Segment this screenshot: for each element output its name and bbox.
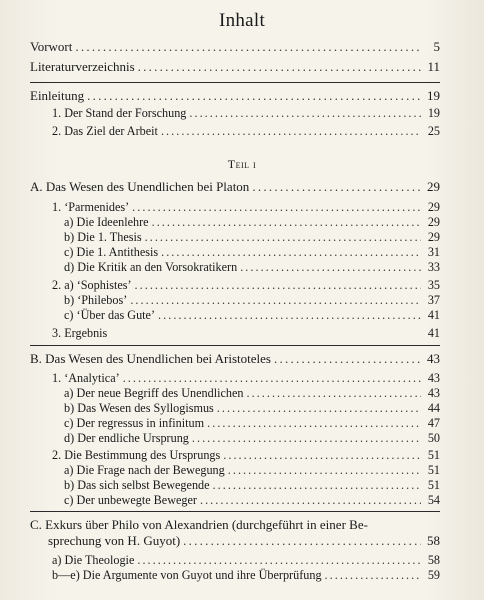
toc-label: c) ‘Über das Gute’ xyxy=(64,308,156,322)
toc-label: 1. ‘Analytica’ xyxy=(52,371,120,385)
toc-label: 3. Ergebnis xyxy=(52,326,108,340)
divider xyxy=(30,82,440,83)
toc-entry xyxy=(64,293,440,307)
toc-page: 37 xyxy=(427,293,440,307)
toc-entry xyxy=(64,493,440,507)
divider xyxy=(30,345,440,346)
leader-dots xyxy=(207,416,421,430)
toc-page: 29 xyxy=(427,179,440,194)
toc-label: a) Die Frage nach der Bewegung xyxy=(64,463,225,477)
toc-label: a) Der neue Begriff des Unendlichen xyxy=(64,386,244,400)
toc-entry xyxy=(52,568,440,582)
toc-label: sprechung von H. Guyot) xyxy=(48,533,181,548)
toc-page: 51 xyxy=(427,478,440,492)
toc-page: 43 xyxy=(427,386,440,400)
toc-page: 41 xyxy=(427,308,440,322)
leader-dots xyxy=(132,200,421,214)
toc-page: 35 xyxy=(427,278,440,292)
toc-page: 44 xyxy=(427,401,440,415)
toc-entry xyxy=(52,106,440,120)
toc-entry xyxy=(52,448,440,462)
leader-dots xyxy=(325,568,421,582)
toc-entry xyxy=(64,308,440,322)
toc-page: 47 xyxy=(427,416,440,430)
toc-section-c xyxy=(48,534,440,548)
toc-label: b) ‘Philebos’ xyxy=(64,293,128,307)
toc-page: 29 xyxy=(427,215,440,229)
leader-dots xyxy=(130,293,421,307)
toc-entry xyxy=(64,431,440,445)
toc-label: 2. Das Ziel der Arbeit xyxy=(52,124,158,138)
divider xyxy=(30,511,440,512)
toc-entry-vorwort xyxy=(30,40,440,54)
page-title: Inhalt xyxy=(218,10,266,31)
toc-section-c-line1: C. Exkurs über Philo von Alexandrien (durchgeführt in einer Be- xyxy=(30,517,368,532)
toc-label: c) Der regressus in infinitum xyxy=(64,416,205,430)
toc-page: 5 xyxy=(433,39,440,54)
toc-label: Vorwort xyxy=(30,39,73,54)
toc-entry xyxy=(52,371,440,385)
leader-dots xyxy=(228,463,421,477)
toc-entry xyxy=(52,553,440,567)
leader-dots xyxy=(240,260,421,274)
toc-page: 51 xyxy=(427,463,440,477)
toc-entry xyxy=(52,326,440,340)
toc-page: 54 xyxy=(427,493,440,507)
toc-label: Literaturverzeichnis xyxy=(30,59,135,74)
toc-label: A. Das Wesen des Unendlichen bei Platon xyxy=(30,179,250,194)
leader-dots xyxy=(161,124,421,138)
leader-dots xyxy=(246,386,421,400)
leader-dots xyxy=(183,534,421,548)
leader-dots xyxy=(152,215,421,229)
toc-page: 29 xyxy=(427,230,440,244)
toc-page: 29 xyxy=(427,200,440,214)
leader-dots xyxy=(217,401,421,415)
toc-entry xyxy=(52,124,440,138)
toc-entry xyxy=(64,416,440,430)
leader-dots xyxy=(158,308,421,322)
toc-page: 19 xyxy=(427,106,440,120)
leader-dots xyxy=(213,478,421,492)
toc-page: 43 xyxy=(427,351,440,366)
toc-page: 25 xyxy=(427,124,440,138)
toc-entry xyxy=(64,215,440,229)
toc-entry xyxy=(64,478,440,492)
leader-dots xyxy=(135,278,421,292)
toc-label: d) Die Kritik an den Vorsokratikern xyxy=(64,260,238,274)
toc-page: 31 xyxy=(427,245,440,259)
leader-dots xyxy=(145,230,421,244)
toc-label: a) Die Theologie xyxy=(52,553,135,567)
toc-page: 58 xyxy=(427,553,440,567)
leader-dots xyxy=(87,89,421,103)
toc-page: 51 xyxy=(427,448,440,462)
toc-label: 1. ‘Parmenides’ xyxy=(52,200,130,214)
leader-dots xyxy=(274,352,421,366)
toc-label: b) Die 1. Thesis xyxy=(64,230,142,244)
toc-page: 11 xyxy=(427,59,440,74)
toc-entry xyxy=(64,245,440,259)
toc-entry xyxy=(64,230,440,244)
toc-label: a) Die Ideenlehre xyxy=(64,215,149,229)
leader-dots xyxy=(138,60,421,74)
toc-label: b—e) Die Argumente von Guyot und ihre Überprüfung xyxy=(52,568,322,582)
toc-entry-einleitung xyxy=(30,89,440,103)
toc-label: c) Die 1. Antithesis xyxy=(64,245,159,259)
toc-section-b xyxy=(30,352,440,366)
toc-label: B. Das Wesen des Unendlichen bei Aristoteles xyxy=(30,351,271,366)
leader-dots xyxy=(252,180,421,194)
leader-dots xyxy=(161,245,421,259)
toc-entry xyxy=(64,260,440,274)
leader-dots xyxy=(200,493,421,507)
leader-dots xyxy=(137,553,421,567)
toc-page: 50 xyxy=(427,431,440,445)
toc-entry xyxy=(52,200,440,214)
toc-label: 1. Der Stand der Forschung xyxy=(52,106,187,120)
toc-label: Einleitung xyxy=(30,88,85,103)
leader-dots xyxy=(189,106,421,120)
part-label: Teil i xyxy=(227,157,257,171)
toc-entry xyxy=(64,401,440,415)
toc-page: 59 xyxy=(427,568,440,582)
leader-dots xyxy=(75,40,421,54)
leader-dots xyxy=(192,431,421,445)
toc-page: 43 xyxy=(427,371,440,385)
toc-page: 19 xyxy=(427,88,440,103)
toc-label: 2. Die Bestimmung des Ursprungs xyxy=(52,448,221,462)
toc-label: d) Der endliche Ursprung xyxy=(64,431,189,445)
toc-entry-literatur xyxy=(30,60,440,74)
leader-dots xyxy=(123,371,421,385)
toc-label: b) Das sich selbst Bewegende xyxy=(64,478,210,492)
toc-entry xyxy=(64,463,440,477)
toc-page: 41 xyxy=(427,326,440,340)
toc-label: 2. a) ‘Sophistes’ xyxy=(52,278,132,292)
toc-entry xyxy=(64,386,440,400)
toc-page: 33 xyxy=(427,260,440,274)
toc-label: c) Der unbewegte Beweger xyxy=(64,493,197,507)
leader-dots xyxy=(223,448,421,462)
toc-label: b) Das Wesen des Syllogismus xyxy=(64,401,214,415)
toc-page: 58 xyxy=(427,533,440,548)
toc-section-a xyxy=(30,180,440,194)
toc-entry xyxy=(52,278,440,292)
